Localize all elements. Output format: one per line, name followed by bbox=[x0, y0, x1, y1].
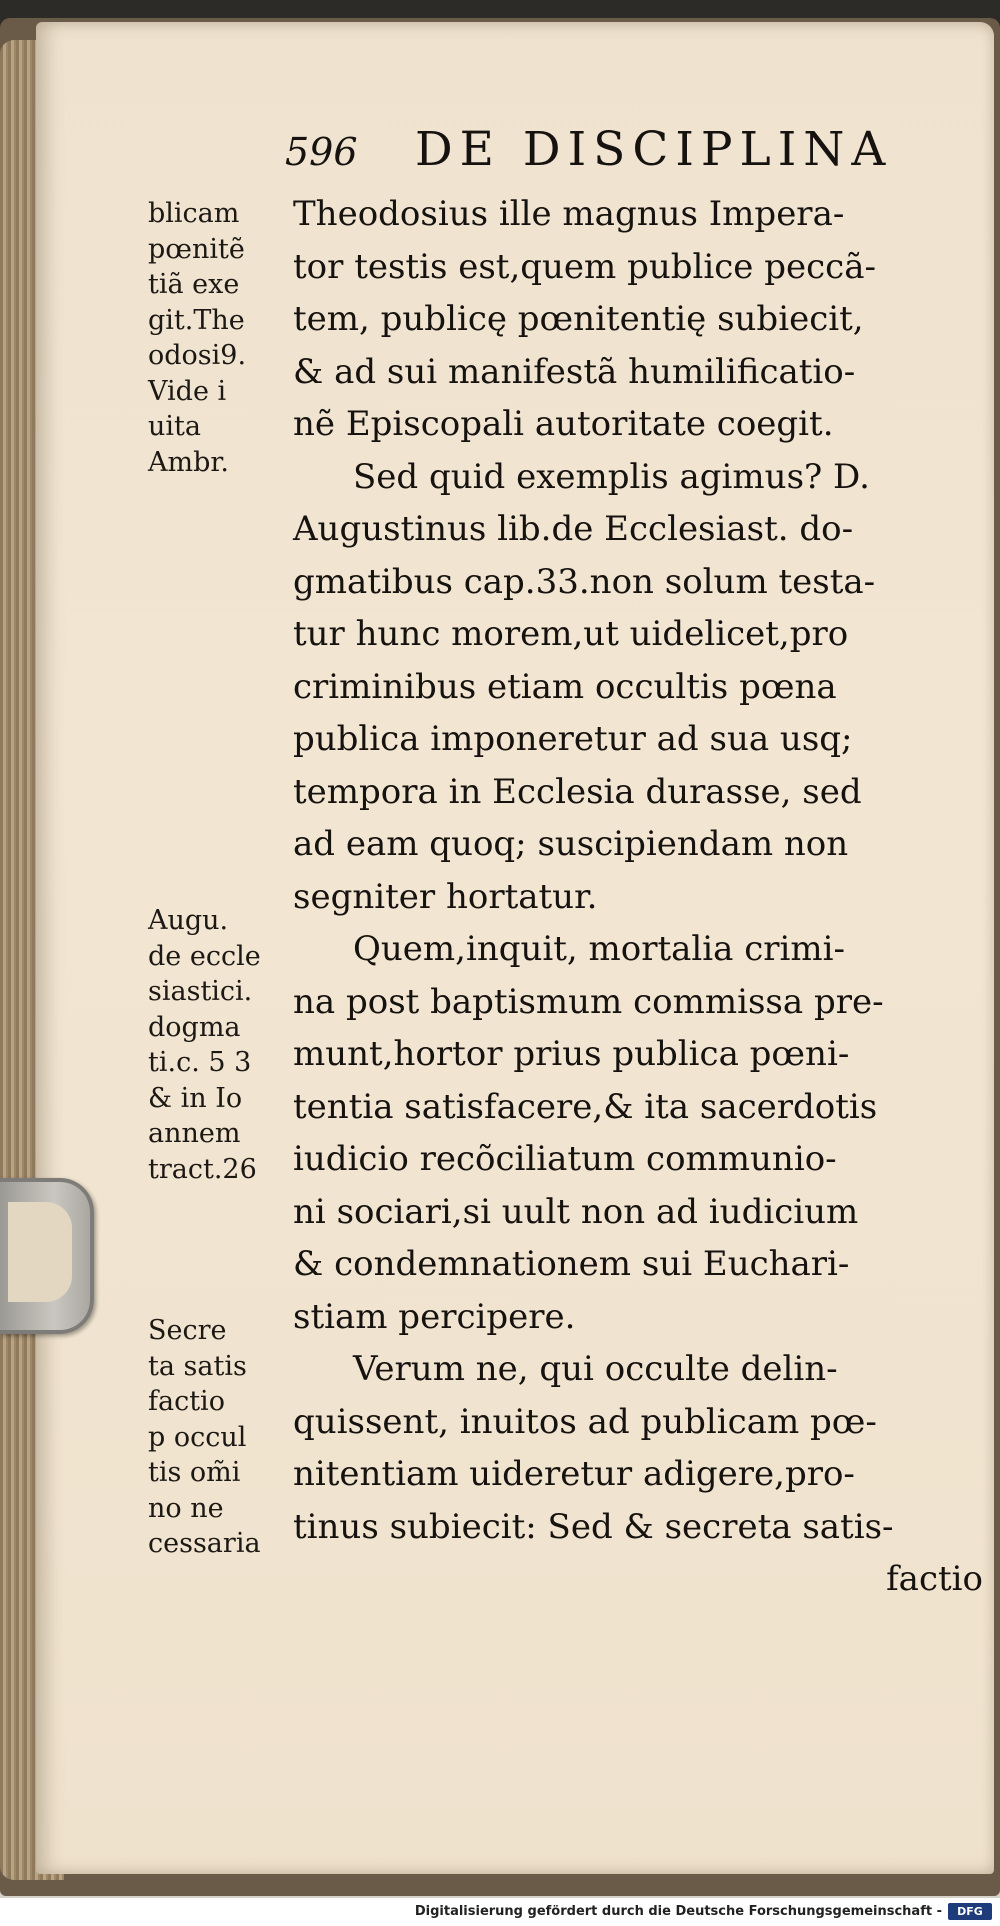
text-line: & condemnationem sui Euchari- bbox=[293, 1244, 850, 1284]
text-line: Verum ne, qui occulte delin- bbox=[353, 1349, 838, 1389]
margin-line: siastici. bbox=[148, 976, 253, 1007]
digitization-credit: Digitalisierung gefördert durch die Deutsche Forschungsgemeinschaft - bbox=[414, 1904, 942, 1919]
text-line: stiam percipere. bbox=[293, 1296, 576, 1337]
text-line: gmatibus cap.33.non solum testa- bbox=[293, 561, 876, 602]
margin-line: cessaria bbox=[148, 1528, 261, 1559]
text-line: Theodosius ille magnus Impera- bbox=[293, 194, 845, 234]
text-line: Quem,inquit, mortalia crimi- bbox=[353, 929, 846, 969]
text-line: tur hunc morem,ut uidelicet,pro bbox=[293, 614, 849, 654]
margin-line: ta satis bbox=[148, 1350, 247, 1382]
text-line: tinus subiecit: Sed & secreta satis- bbox=[293, 1506, 894, 1547]
catchword: factio bbox=[886, 1559, 983, 1599]
text-line: nitentiam uideretur adigere,pro- bbox=[293, 1454, 855, 1494]
margin-line: Augu. bbox=[148, 905, 229, 936]
margin-line: dogma bbox=[148, 1011, 241, 1043]
margin-line: tis om̃i bbox=[148, 1457, 241, 1488]
text-line: quissent, inuitos ad publicam pœ- bbox=[293, 1401, 877, 1442]
text-line: publica imponeretur ad sua usq; bbox=[293, 719, 853, 759]
text-line: ad eam quoq; suscipiendam non bbox=[293, 824, 849, 864]
margin-line: annem bbox=[148, 1118, 241, 1149]
margin-line: ti.c. 5 3 bbox=[148, 1047, 252, 1078]
margin-line: factio bbox=[148, 1386, 225, 1417]
marginal-note-secret-satisfaction bbox=[148, 1313, 298, 1562]
text-line: iudicio recõciliatum communio- bbox=[293, 1139, 837, 1179]
margin-line: no ne bbox=[148, 1492, 224, 1524]
text-line: nẽ Episcopali autoritate coegit. bbox=[293, 404, 834, 444]
text-line: tempora in Ecclesia durasse, sed bbox=[293, 771, 862, 812]
margin-line: git.The bbox=[148, 304, 245, 336]
dfg-logo-icon: DFG bbox=[948, 1903, 992, 1920]
margin-line: uita bbox=[148, 411, 201, 442]
margin-line: Ambr. bbox=[148, 446, 229, 478]
margin-line: p occul bbox=[148, 1421, 247, 1453]
margin-line: de eccle bbox=[148, 940, 261, 972]
margin-line: tiã exe bbox=[148, 269, 240, 300]
margin-line: Secre bbox=[148, 1315, 227, 1346]
page-number: 596 bbox=[285, 130, 358, 174]
text-line: na post baptismum commissa pre- bbox=[293, 981, 884, 1022]
text-line: tem, publicę pœnitentię subiecit, bbox=[293, 299, 864, 339]
clasp-opening bbox=[8, 1202, 72, 1302]
margin-line: pœnitẽ bbox=[148, 233, 245, 265]
text-line: criminibus etiam occultis pœna bbox=[293, 666, 837, 707]
text-line: ni sociari,si uult non ad iudicium bbox=[293, 1191, 859, 1232]
text-line: & ad sui manifestã humilificatio- bbox=[293, 351, 856, 392]
marginal-note-augustine bbox=[148, 903, 298, 1187]
margin-line: & in Io bbox=[148, 1082, 243, 1114]
running-head: DE DISCIPLINA bbox=[415, 122, 893, 177]
margin-line: Vide i bbox=[148, 375, 227, 407]
marginal-note-theodosius bbox=[148, 196, 298, 480]
text-line: Augustinus lib.de Ecclesiast. do- bbox=[293, 509, 854, 549]
show-through-text bbox=[146, 700, 276, 840]
margin-line: blicam bbox=[148, 198, 240, 229]
footer-bar bbox=[0, 1898, 1000, 1926]
text-line: Sed quid exemplis agimus? D. bbox=[353, 456, 870, 497]
margin-line: tract.26 bbox=[148, 1153, 257, 1185]
clasp-icon bbox=[0, 1178, 94, 1334]
text-line: tor testis est,quem publice peccã- bbox=[293, 246, 876, 287]
text-line: tentia satisfacere,& ita sacerdotis bbox=[293, 1086, 878, 1127]
text-line: segniter hortatur. bbox=[293, 876, 598, 917]
text-line: munt,hortor prius publica pœni- bbox=[293, 1034, 850, 1074]
main-text-block bbox=[293, 188, 983, 1606]
page-header bbox=[285, 122, 945, 184]
margin-line: odosi9. bbox=[148, 340, 247, 371]
